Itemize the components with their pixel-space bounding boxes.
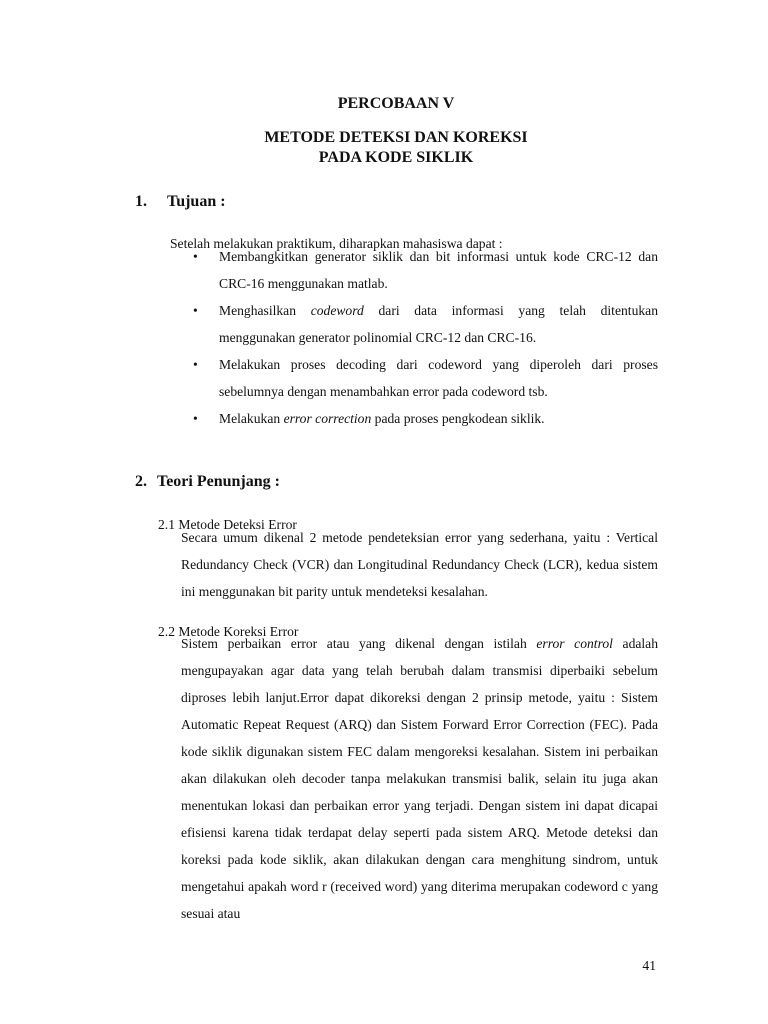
page-number: 41 xyxy=(642,958,656,973)
bullet-icon: • xyxy=(193,249,198,264)
section-1-heading xyxy=(135,192,226,212)
section-2-number: 2. xyxy=(135,473,147,490)
bullet-text: Melakukan xyxy=(219,411,284,426)
list-item xyxy=(193,351,658,405)
bullet-text: dari data informasi yang telah ditentukan menggunakan generator polinomial CRC-12 dan CRC-16. xyxy=(219,303,658,345)
bullet-emphasis: error correction xyxy=(283,411,372,426)
section-1-number: 1. xyxy=(135,193,147,210)
objectives-list xyxy=(193,243,658,432)
section-2-heading xyxy=(135,472,280,492)
emphasis-error-control: error control xyxy=(536,636,613,651)
subsection-2-1-text: Secara umum dikenal 2 metode pendeteksian error yang sederhana, yaitu : Vertical Redundancy Check (VCR) dan Longitudinal Redundancy Check (LCR), kedua sistem ini menggunakan bit parity untuk mendeteksi kesalahan. xyxy=(181,530,658,599)
bullet-text: Melakukan proses decoding dari codeword yang diperoleh dari proses sebelumnya dengan menambahkan error pada codeword tsb. xyxy=(219,357,658,399)
bullet-icon: • xyxy=(193,357,198,372)
subsection-2-2-text: Sistem perbaikan error atau yang dikenal dengan istilah error control adalah mengupayakan agar data yang telah berubah dalam transmisi diperbaiki sebelum diproses lebih lanjut.Error dapat dikoreksi dengan 2 prinsip metode, yaitu : Sistem Automatic Repeat Request (ARQ) dan Sistem Forward Error Correction (FEC). Pada kode siklik digunakan sistem FEC dalam mengoreksi kesalahan. Sistem ini perbaikan akan dilakukan oleh decoder tanpa melakukan transmisi balik, selain itu juga akan menentukan lokasi dan perbaikan error yang terjadi. Dengan sistem ini dapat dicapai efisiensi karena tidak terdapat delay seperti pada sistem ARQ. Metode deteksi dan koreksi pada kode siklik, akan dilakukan dengan cara menghitung sindrom, untuk mengetahui apakah word r (received word) yang diterima merupakan codeword c yang sesuai atau xyxy=(181,636,659,921)
title-line-1: PERCOBAAN V xyxy=(337,95,455,112)
bullet-icon: • xyxy=(193,303,198,318)
title-line-2: METODE DETEKSI DAN KOREKSI xyxy=(264,129,528,146)
title-block xyxy=(0,94,768,168)
title-line-3: PADA KODE SIKLIK xyxy=(318,149,474,166)
bullet-text: Menghasilkan xyxy=(219,303,311,318)
subsection-2-1-label: 2.1 Metode Deteksi Error xyxy=(158,516,297,532)
list-item xyxy=(193,297,658,351)
bullet-text: pada proses pengkodean siklik. xyxy=(371,411,545,426)
bullet-text: Membangkitkan generator siklik dan bit informasi untuk kode CRC-12 dan CRC-16 menggunakan matlab. xyxy=(219,249,658,291)
section-1-title: Tujuan : xyxy=(167,193,226,210)
list-item xyxy=(193,243,658,297)
subsection-2-2-label: 2.2 Metode Koreksi Error xyxy=(158,623,299,639)
section-1-intro: Setelah melakukan praktikum, diharapkan mahasiswa dapat : xyxy=(170,235,503,251)
bullet-emphasis: codeword xyxy=(310,303,364,318)
bullet-icon: • xyxy=(193,411,198,426)
list-item xyxy=(193,405,658,432)
section-2-title: Teori Penunjang : xyxy=(157,473,280,490)
